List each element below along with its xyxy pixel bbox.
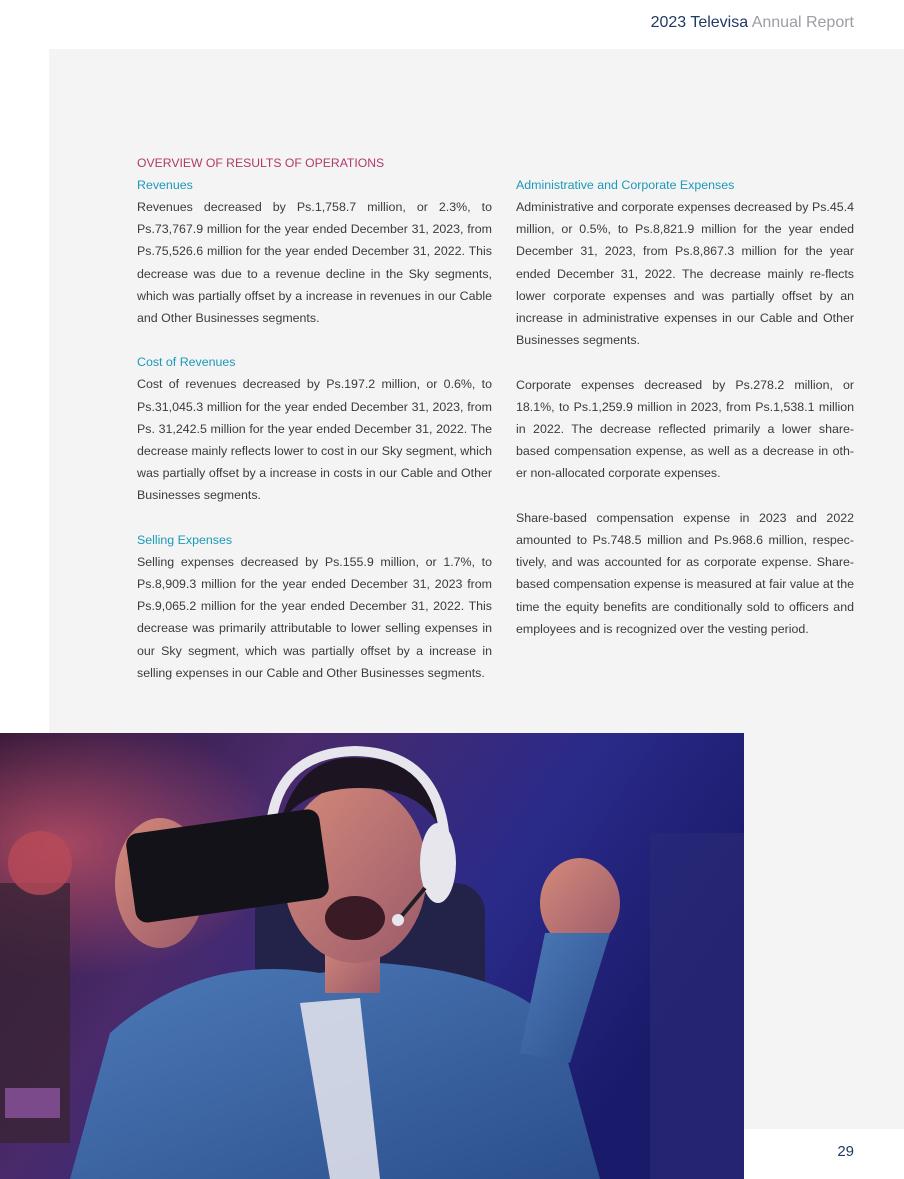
section-overline: OVERVIEW OF RESULTS OF OPERATIONS (137, 156, 385, 170)
left-column (137, 152, 492, 684)
share-based-paragraph: Share-based compensation expense in 2023 and 2022 amounted to Ps.748.5 million and Ps.968.6 million, respec-tively, and was accounted for as corporate expense. Share-based compensation expense is measured at fair value at the time the equity benefits are conditionally sold to officers and employees and is recognized over the vesting period. (516, 510, 854, 636)
photo-gamer-celebrating (0, 733, 744, 1179)
running-header (651, 12, 854, 34)
header-brand: Televisa (690, 14, 749, 31)
header-year: 2023 (650, 14, 687, 31)
section-body-revenues: Revenues decreased by Ps.1,758.7 million, or 2.3%, to Ps.73,767.9 million for the year ended December 31, 2023, from Ps.75,526.6 million for the year ended December 31, 2022. This decrease was due to a revenue decline in the Sky segments, which was partially offset by a increase in revenues in our Cable and Other Businesses segments. (137, 200, 492, 326)
section-title-revenues: Revenues (137, 178, 193, 192)
page-number: 29 (837, 1143, 854, 1160)
section-title-admin-corporate: Administrative and Corporate Expenses (516, 178, 735, 192)
section-title-selling-expenses: Selling Expenses (137, 532, 233, 547)
corporate-paragraph: Corporate expenses decreased by Ps.278.2 million, or 18.1%, to Ps.1,259.9 million in 2023, from Ps.1,538.1 million in 2022. The decrease reflected primarily a lower share-based compensation expense, as well as a decrease in oth-er non-allocated corporate expenses. (516, 377, 854, 481)
right-column (516, 174, 854, 640)
section-body-cost-of-revenues: Cost of revenues decreased by Ps.197.2 million, or 0.6%, to Ps.31,045.3 million for the year ended December 31, 2023, from Ps. 31,242.5 million for the year ended December 31, 2022. The decrease mainly reflects lower to cost in our Sky segment, which was partially offset by a increase in costs in our Cable and Other Businesses segments. (137, 377, 492, 503)
section-body-selling-expenses: Selling expenses decreased by Ps.155.9 million, or 1.7%, to Ps.8,909.3 million for the year ended December 31, 2023 from Ps.9,065.2 million for the year ended December 31, 2022. This decrease was primarily attributable to lower selling expenses in our Sky segment, which was partially offset by a increase in selling expenses in our Cable and Other Businesses segments. (137, 554, 492, 680)
admin-paragraph: Administrative and corporate expenses decreased by Ps.45.4 million, or 0.5%, to Ps.8,821.9 million for the year ended December 31, 2023, from Ps.8,867.3 million for the year ended December 31, 2022. The decrease mainly re-flects lower corporate expenses and was partially offset by an increase in administrative expenses in our Cable and Other Businesses segments. (516, 200, 854, 348)
header-title: Annual Report (751, 14, 854, 31)
section-title-cost-of-revenues: Cost of Revenues (137, 355, 236, 370)
